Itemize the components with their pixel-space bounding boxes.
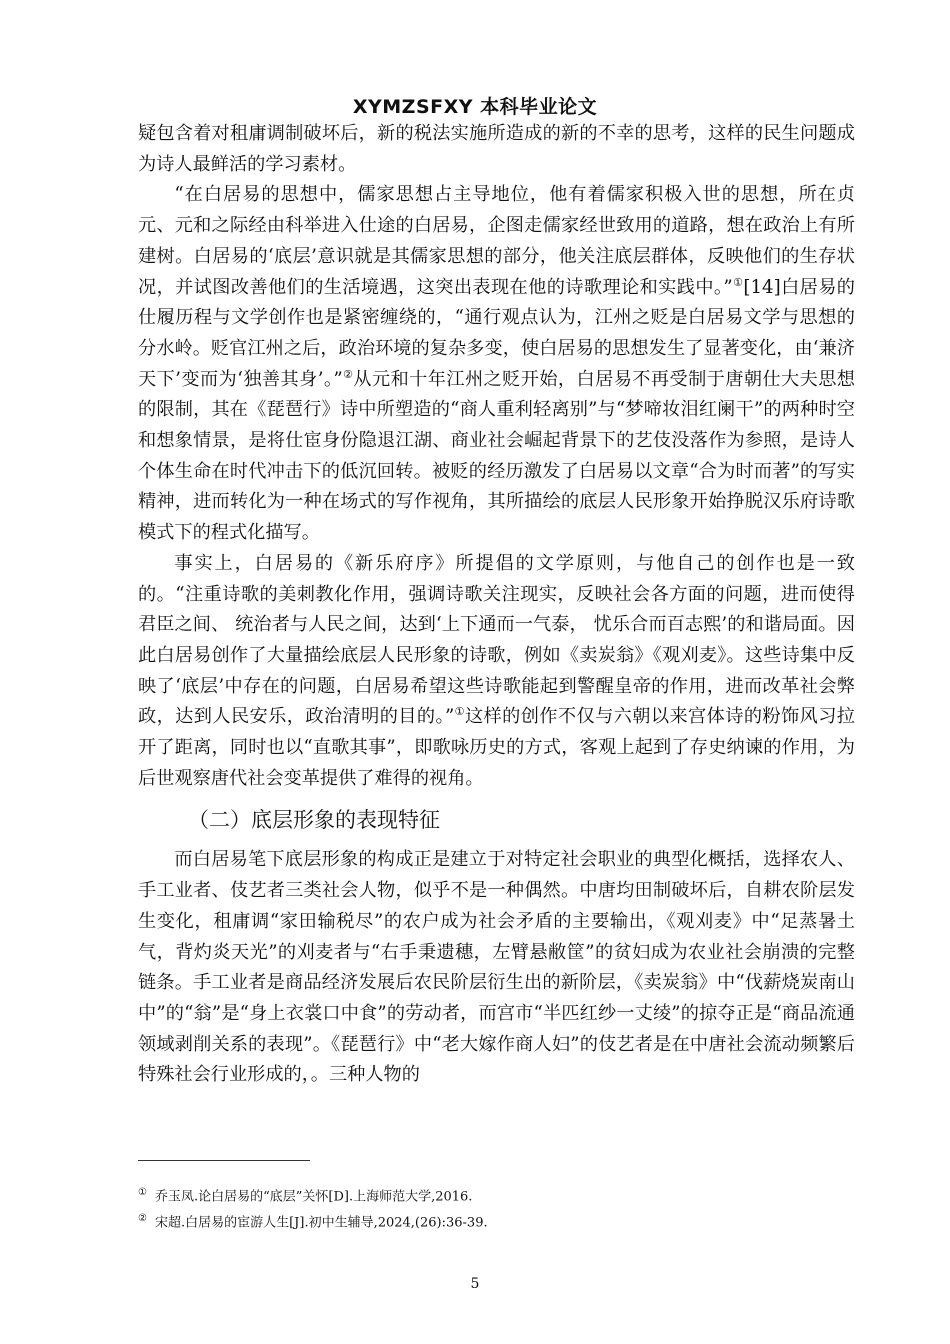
text-career: [14]白居易的仕履历程与文学创作也是紧密缠绕的，“通行观点认为，江州之贬是白居易文学与思想的分水岭。贬官江州之后，政治环境的复杂多变，使白居易的思想发生了显著变化，由‘兼济天下’变而为‘独善其身’。” <box>138 276 855 390</box>
footnotes <box>138 1182 858 1235</box>
text-jiangzhou: 从元和十年江州之贬开始，白居易不再受制于唐朝仕大夫思想的限制，其在《琵琶行》诗中所塑造的“商人重利轻离别”与“梦啼妆泪红阑干”的两种时空和想象情景，是将仕宦身份隐退江湖、商业社会崛起背景下的艺伎没落作为参照，是诗人个体生命在时代冲击下的低沉回转。被贬的经历激发了白居易以文章“合为时而著”的写实精神，进而转化为一种在场式的写作视角，其所描绘的底层人民形象开始挣脱汉乐府诗歌模式下的程式化描写。 <box>138 368 855 544</box>
footnote-mark: ① <box>138 1187 147 1198</box>
footnote-ref-2: ② <box>342 367 354 381</box>
footnote-text: 宋超.白居易的宦游人生[J].初中生辅导,2024,(26):36-39. <box>154 1215 488 1231</box>
paragraph-image-features: 而白居易笔下底层形象的构成正是建立于对特定社会职业的典型化概括，选择农人、手工业者、伎艺者三类社会人物，似乎不是一种偶然。中唐均田制破坏后，自耕农阶层发生变化，租庸调“家田输税尽”的农户成为社会矛盾的主要输出，《观刈麦》中“足蒸暑土气，背灼炎天光”的刈麦者与“右手秉遗穗，左臂悬敝筐”的贫妇成为农业社会崩溃的完整链条。手工业者是商品经济发展后农民阶层衍生出的新阶层，《卖炭翁》中“伐薪烧炭南山中”的“翁”是“身上衣裳口中食”的劳动者，而宫市“半匹红纱一丈绫”的掠夺正是“商品流通领域剥削关系的表现”。《琵琶行》中“老大嫁作商人妇”的伎艺者是在中唐社会流动频繁后特殊社会行业形成的，。三种人物的 <box>138 849 855 1086</box>
section-heading: （二）底层形象的表现特征 <box>188 808 440 833</box>
quote-yuefu: 事实上，白居易的《新乐府序》所提倡的文学原则，与他自己的创作也是一致的。“注重诗歌的美刺教化作用，强调诗歌关注现实，反映社会各方面的问题，进而使得君臣之间、 统治者与人民之间，达到‘上下通而一气泰， 忧乐合而百志熙’的和谐局面。因此白居易创作了大量描绘底层人民形象的诗歌，例如《卖炭翁》《观刈麦》。这些诗集中反映了‘底层’中存在的问题，白居易希望这些诗歌能起到警醒皇帝的作用，进而改革社会弊政，达到人民安乐，政治清明的目的。” <box>138 552 855 728</box>
footnote-text: 乔玉凤.论白居易的“底层”关怀[D].上海师范大学,2016. <box>154 1189 473 1205</box>
footnote-ref-1b: ① <box>454 705 465 719</box>
paragraph-new-yuefu <box>138 549 855 795</box>
page-number: 5 <box>470 1276 480 1292</box>
footnote-item <box>138 1182 858 1208</box>
running-header: XYMZSFXY 本科毕业论文 <box>352 96 598 118</box>
footnote-item <box>138 1208 858 1234</box>
body-text <box>138 119 855 1091</box>
footnote-divider <box>138 1160 310 1161</box>
text-creation: 这样的创作不仅与六朝以来宫体诗的粉饰风习拉开了距离，同时也以“直歌其事”，即歌咏历史的方式，客观上起到了存史纳谏的作用，为后世观察唐代社会变革提供了难得的视角。 <box>138 706 855 789</box>
paragraph-continued: 疑包含着对租庸调制破坏后，新的税法实施所造成的新的不幸的思考，这样的民生问题成为诗人最鲜活的学习素材。 <box>138 123 855 175</box>
quote-confucian: “在白居易的思想中，儒家思想占主导地位，他有着儒家积极入世的思想，所在贞元、元和之际经由科举进入仕途的白居易，企图走儒家经世致用的道路，想在政治上有所建树。白居易的‘底层’意识就是其儒家思想的部分，他关注底层群体，反映他们的生存状况，并试图改善他们的生活境遇，这突出表现在他的诗歌理论和实践中。” <box>138 184 855 298</box>
footnote-ref-1: ① <box>732 275 744 289</box>
paragraph-confucian-thought <box>138 180 855 548</box>
footnote-mark: ② <box>138 1213 147 1225</box>
